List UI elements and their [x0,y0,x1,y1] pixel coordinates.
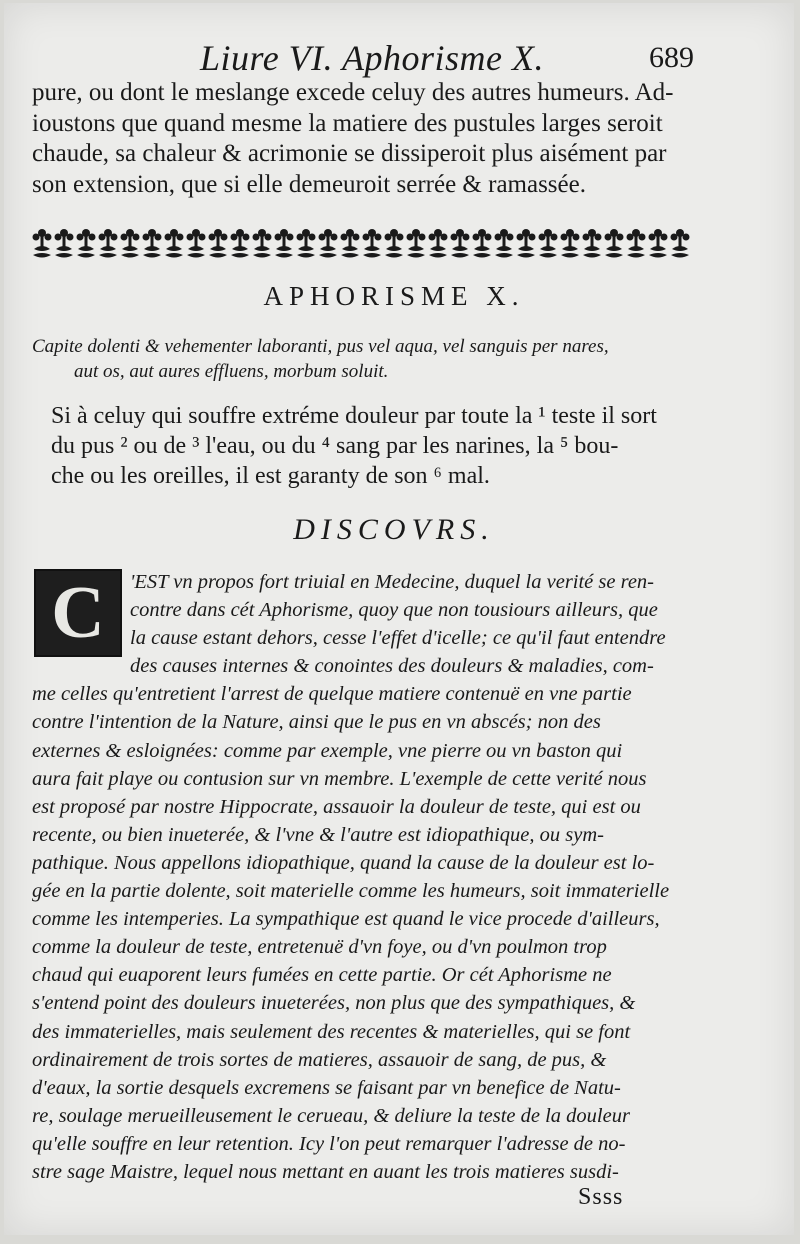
book-page [4,3,794,1235]
text-line: pure, ou dont le meslange excede celuy des autres humeurs. Ad- [32,79,674,106]
text-line: pathique. Nous appellons idiopathique, quand la cause de la douleur est lo- [32,851,655,874]
text-line: aura fait playe ou contusion sur vn membre. L'exemple de cette verité nous [32,767,647,790]
text-line: gée en la partie dolente, soit materielle comme les humeurs, soit immaterielle [32,880,670,903]
latin-aphorism-text [32,334,700,384]
translation-line: du pus ² ou de ³ l'eau, ou du ⁴ sang par les narines, la ⁵ bou- [51,433,619,459]
text-line: externes & esloignées: comme par exemple, vne pierre ou vn baston qui [32,739,623,762]
running-title: Liure VI. Aphorisme X. [200,38,544,78]
text-line: comme les intemperies. La sympathique est quand le vice procede d'ailleurs, [32,908,660,931]
discourse-title: DISCOVRS. [293,513,495,546]
french-translation [51,401,701,491]
text-line: re, soulage merueilleusement le cerueau, & deliure la teste de la douleur [32,1104,630,1127]
page-number: 689 [649,41,694,74]
latin-line: aut os, aut aures effluens, morbum soluit. [74,361,389,382]
text-line: d'eaux, la sortie desquels excremens se faisant par vn benefice de Natu- [32,1076,621,1099]
text-line: stre sage Maistre, lequel nous mettant en auant les trois matieres susdi- [32,1160,619,1183]
text-line: son extension, que si elle demeuroit serrée & ramassée. [32,170,586,198]
discourse-body [32,568,704,1186]
aphorism-title: APHORISME X. [263,281,525,311]
fleuron-band-ornament [32,225,700,265]
translation-line: che ou les oreilles, il est garanty de son ⁶ mal. [51,463,490,489]
translation-line: Si à celuy qui souffre extréme douleur par toute la ¹ teste il sort [51,403,657,429]
text-line: recente, ou bien inueterée, & l'vne & l'autre est idiopathique, ou sym- [32,823,604,846]
text-line: s'entend point des douleurs inueterées, non plus que des sympathiques, & [32,992,636,1015]
text-line: chaude, sa chaleur & acrimonie se dissiperoit plus aisément par [32,140,667,167]
continuation-paragraph [32,78,698,200]
text-line: la cause estant dehors, cesse l'effet d'icelle; ce qu'il faut entendre [130,627,666,650]
running-header [4,31,794,81]
text-line: est proposé par nostre Hippocrate, assauoir la douleur de teste, qui est ou [32,795,641,818]
text-line: me celles qu'entretient l'arrest de quelque matiere contenuë en vne partie [32,683,632,706]
text-line: qu'elle souffre en leur retention. Icy l'on peut remarquer l'adresse de no- [32,1132,626,1155]
text-line: comme la douleur de teste, entretenuë d'vn foye, ou d'vn poulmon trop [32,936,607,959]
drop-cap-letter: C [51,572,105,654]
text-line: 'EST vn propos fort triuial en Medecine, duquel la verité se ren- [130,571,655,593]
text-line: ioustons que quand mesme la matiere des pustules larges seroit [32,109,663,137]
latin-line: Capite dolenti & vehementer laboranti, pus vel aqua, vel sanguis per nares, [32,336,609,357]
text-line: des immaterielles, mais seulement des recentes & materielles, qui se font [32,1020,631,1043]
signature-mark: Ssss [578,1184,624,1210]
text-line: chaud qui euaporent leurs fumées en cette partie. Or cét Aphorisme ne [32,964,612,987]
text-line: contre dans cét Aphorisme, quoy que non tousiours ailleurs, que [130,599,658,622]
text-line: des causes internes & conointes des douleurs & maladies, com- [130,655,654,678]
text-line: contre l'intention de la Nature, ainsi que le pus en vn abscés; non des [32,711,601,734]
text-line: ordinairement de trois sortes de matieres, assauoir de sang, de pus, & [32,1048,607,1071]
